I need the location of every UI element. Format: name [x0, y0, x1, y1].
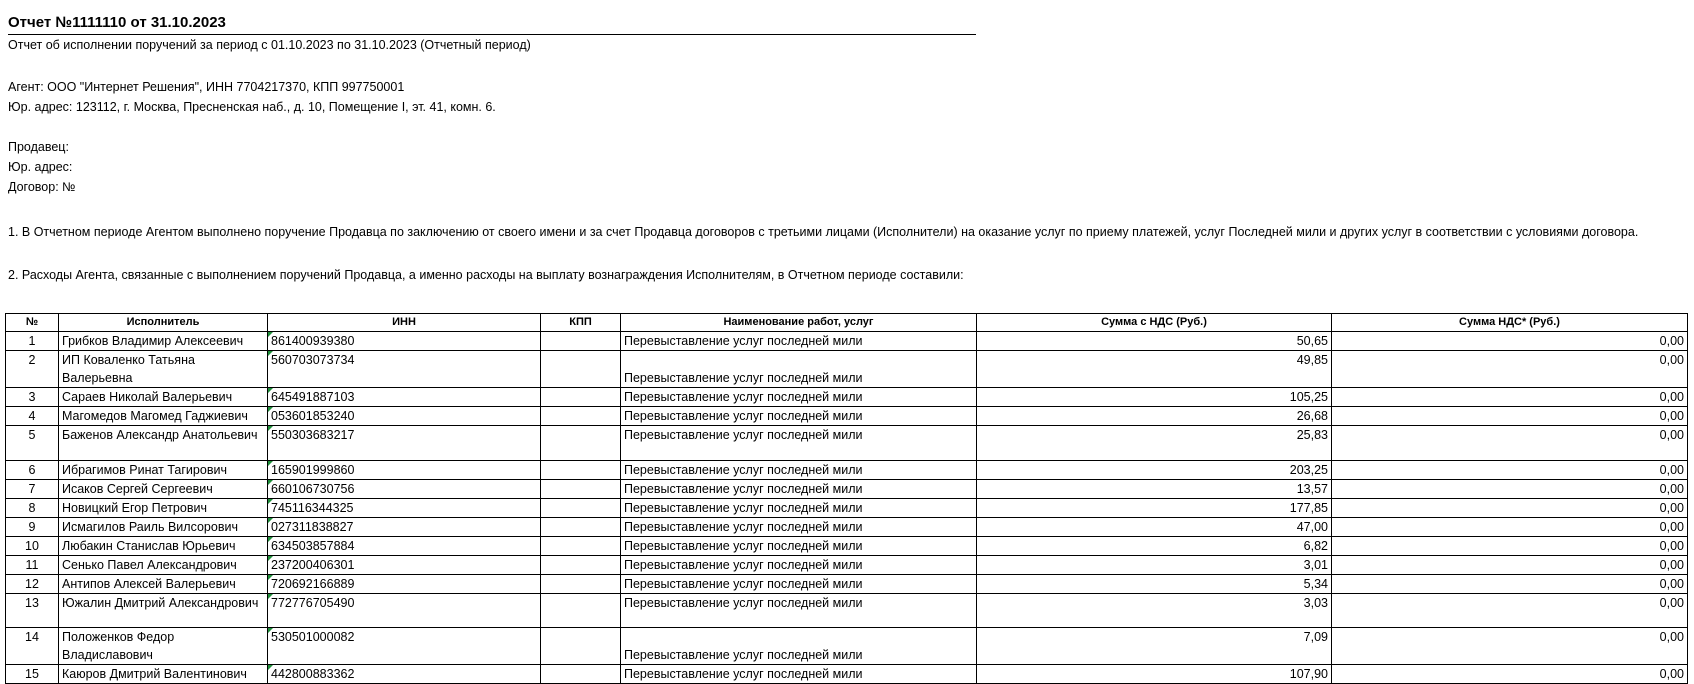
executors-table — [5, 313, 1688, 684]
row-executor: Сенько Павел Александрович — [59, 556, 268, 575]
row-num: 5 — [6, 426, 59, 461]
row-kpp — [541, 594, 621, 628]
row-inn — [268, 388, 541, 407]
row-num: 4 — [6, 407, 59, 426]
row-sum-vat: 3,01 — [977, 556, 1332, 575]
row-kpp — [541, 388, 621, 407]
row-num: 14 — [6, 628, 59, 665]
row-num: 7 — [6, 480, 59, 499]
inn-value: 772776705490 — [271, 596, 355, 610]
row-sum-vat: 177,85 — [977, 499, 1332, 518]
cell-indicator-icon — [268, 628, 273, 633]
paragraph-1: 1. В Отчетном периоде Агентом выполнено поручение Продавца по заключению от своего имени и за счет Продавца договоров с третьими лицами (Исполнители) на оказание услуг по приему платежей, услуг Последней мили и других услуг в соответствии с условиями договора. — [8, 225, 1639, 239]
header-service: Наименование работ, услуг — [621, 314, 977, 332]
row-sum-vat: 107,90 — [977, 665, 1332, 684]
row-vat: 0,00 — [1332, 537, 1688, 556]
row-inn — [268, 480, 541, 499]
row-vat: 0,00 — [1332, 388, 1688, 407]
table-row — [6, 426, 1688, 461]
row-kpp — [541, 332, 621, 351]
row-vat: 0,00 — [1332, 665, 1688, 684]
row-kpp — [541, 499, 621, 518]
header-vat: Сумма НДС* (Руб.) — [1332, 314, 1688, 332]
row-sum-vat: 203,25 — [977, 461, 1332, 480]
row-executor: Ибрагимов Ринат Тагирович — [59, 461, 268, 480]
row-service: Перевыставление услуг последней мили — [621, 388, 977, 407]
cell-indicator-icon — [268, 665, 273, 670]
row-vat: 0,00 — [1332, 351, 1688, 388]
row-service: Перевыставление услуг последней мили — [621, 480, 977, 499]
header-kpp: КПП — [541, 314, 621, 332]
row-service: Перевыставление услуг последней мили — [621, 537, 977, 556]
row-vat: 0,00 — [1332, 407, 1688, 426]
report-subtitle: Отчет об исполнении поручений за период с 01.10.2023 по 31.10.2023 (Отчетный период) — [8, 38, 531, 52]
inn-value: 027311838827 — [271, 520, 354, 534]
inn-value: 237200406301 — [271, 558, 355, 572]
row-executor: Баженов Александр Анатольевич — [59, 426, 268, 461]
seller-address-label: Юр. адрес: — [8, 160, 73, 174]
row-inn — [268, 407, 541, 426]
header-num: № — [6, 314, 59, 332]
row-vat: 0,00 — [1332, 628, 1688, 665]
row-inn — [268, 537, 541, 556]
table-row — [6, 518, 1688, 537]
row-num: 15 — [6, 665, 59, 684]
row-executor: Исаков Сергей Сергеевич — [59, 480, 268, 499]
table-row — [6, 556, 1688, 575]
row-vat: 0,00 — [1332, 594, 1688, 628]
cell-indicator-icon — [268, 518, 273, 523]
table-row — [6, 537, 1688, 556]
row-service: Перевыставление услуг последней мили — [621, 426, 977, 461]
row-num: 12 — [6, 575, 59, 594]
table-row — [6, 351, 1688, 388]
agent-address: Юр. адрес: 123112, г. Москва, Пресненская наб., д. 10, Помещение I, эт. 41, комн. 6. — [8, 100, 496, 114]
row-kpp — [541, 665, 621, 684]
row-inn — [268, 628, 541, 665]
inn-value: 861400939380 — [271, 334, 355, 348]
table-row — [6, 665, 1688, 684]
row-executor: Сараев Николай Валерьевич — [59, 388, 268, 407]
inn-value: 645491887103 — [271, 390, 355, 404]
cell-indicator-icon — [268, 594, 273, 599]
row-num: 3 — [6, 388, 59, 407]
row-executor: Южалин Дмитрий Александрович — [59, 594, 268, 628]
row-executor: Исмагилов Раиль Вилсорович — [59, 518, 268, 537]
cell-indicator-icon — [268, 480, 273, 485]
row-num: 9 — [6, 518, 59, 537]
row-service: Перевыставление услуг последней мили — [621, 575, 977, 594]
header-sum-vat: Сумма с НДС (Руб.) — [977, 314, 1332, 332]
header-executor: Исполнитель — [59, 314, 268, 332]
row-executor: ИП Коваленко Татьяна Валерьевна — [59, 351, 268, 388]
row-kpp — [541, 480, 621, 499]
row-inn — [268, 665, 541, 684]
cell-indicator-icon — [268, 407, 273, 412]
table-row — [6, 461, 1688, 480]
inn-value: 530501000082 — [271, 630, 355, 644]
inn-value: 053601853240 — [271, 409, 355, 423]
cell-indicator-icon — [268, 499, 273, 504]
table-row — [6, 407, 1688, 426]
cell-indicator-icon — [268, 556, 273, 561]
row-executor: Антипов Алексей Валерьевич — [59, 575, 268, 594]
row-sum-vat: 6,82 — [977, 537, 1332, 556]
row-vat: 0,00 — [1332, 556, 1688, 575]
row-kpp — [541, 351, 621, 388]
row-inn — [268, 332, 541, 351]
cell-indicator-icon — [268, 332, 273, 337]
row-kpp — [541, 628, 621, 665]
cell-indicator-icon — [268, 575, 273, 580]
table-row — [6, 499, 1688, 518]
table-row — [6, 594, 1688, 628]
row-service: Перевыставление услуг последней мили — [621, 499, 977, 518]
row-sum-vat: 49,85 — [977, 351, 1332, 388]
table-row — [6, 628, 1688, 665]
row-num: 11 — [6, 556, 59, 575]
cell-indicator-icon — [268, 426, 273, 431]
row-executor: Положенков Федор Владиславович — [59, 628, 268, 665]
row-executor: Новицкий Егор Петрович — [59, 499, 268, 518]
table-row — [6, 575, 1688, 594]
row-inn — [268, 518, 541, 537]
inn-value: 442800883362 — [271, 667, 355, 681]
row-executor: Магомедов Магомед Гаджиевич — [59, 407, 268, 426]
report-title: Отчет №1111110 от 31.10.2023 — [8, 14, 976, 35]
header-inn: ИНН — [268, 314, 541, 332]
row-kpp — [541, 518, 621, 537]
row-vat: 0,00 — [1332, 575, 1688, 594]
row-service: Перевыставление услуг последней мили — [621, 518, 977, 537]
row-num: 1 — [6, 332, 59, 351]
row-vat: 0,00 — [1332, 499, 1688, 518]
row-kpp — [541, 575, 621, 594]
row-sum-vat: 26,68 — [977, 407, 1332, 426]
row-num: 8 — [6, 499, 59, 518]
row-executor: Каюров Дмитрий Валентинович — [59, 665, 268, 684]
row-kpp — [541, 407, 621, 426]
row-sum-vat: 13,57 — [977, 480, 1332, 499]
cell-indicator-icon — [268, 461, 273, 466]
cell-indicator-icon — [268, 388, 273, 393]
table-row — [6, 332, 1688, 351]
row-vat: 0,00 — [1332, 480, 1688, 499]
row-vat: 0,00 — [1332, 426, 1688, 461]
row-inn — [268, 594, 541, 628]
inn-value: 165901999860 — [271, 463, 355, 477]
row-sum-vat: 7,09 — [977, 628, 1332, 665]
row-num: 10 — [6, 537, 59, 556]
row-kpp — [541, 537, 621, 556]
row-service: Перевыставление услуг последней мили — [621, 556, 977, 575]
row-inn — [268, 575, 541, 594]
row-inn — [268, 351, 541, 388]
row-service: Перевыставление услуг последней мили — [621, 407, 977, 426]
inn-value: 550303683217 — [271, 428, 355, 442]
row-inn — [268, 426, 541, 461]
row-inn — [268, 499, 541, 518]
inn-value: 560703073734 — [271, 353, 355, 367]
row-service: Перевыставление услуг последней мили — [621, 351, 977, 388]
inn-value: 634503857884 — [271, 539, 355, 553]
seller-label: Продавец: — [8, 140, 69, 154]
row-kpp — [541, 461, 621, 480]
paragraph-2: 2. Расходы Агента, связанные с выполнением поручений Продавца, а именно расходы на выплату вознаграждения Исполнителям, в Отчетном периоде составили: — [8, 268, 964, 282]
row-service: Перевыставление услуг последней мили — [621, 628, 977, 665]
row-num: 6 — [6, 461, 59, 480]
row-sum-vat: 50,65 — [977, 332, 1332, 351]
agent-line: Агент: ООО "Интернет Решения", ИНН 7704217370, КПП 997750001 — [8, 80, 405, 94]
row-inn — [268, 461, 541, 480]
row-executor: Грибков Владимир Алексеевич — [59, 332, 268, 351]
row-vat: 0,00 — [1332, 461, 1688, 480]
row-service: Перевыставление услуг последней мили — [621, 665, 977, 684]
row-kpp — [541, 426, 621, 461]
row-service: Перевыставление услуг последней мили — [621, 461, 977, 480]
inn-value: 745116344325 — [271, 501, 354, 515]
table-header-row — [6, 314, 1688, 332]
row-vat: 0,00 — [1332, 332, 1688, 351]
table-row — [6, 388, 1688, 407]
row-num: 13 — [6, 594, 59, 628]
cell-indicator-icon — [268, 537, 273, 542]
inn-value: 720692166889 — [271, 577, 355, 591]
row-num: 2 — [6, 351, 59, 388]
row-sum-vat: 47,00 — [977, 518, 1332, 537]
row-sum-vat: 25,83 — [977, 426, 1332, 461]
row-executor: Любакин Станислав Юрьевич — [59, 537, 268, 556]
inn-value: 660106730756 — [271, 482, 355, 496]
row-vat: 0,00 — [1332, 518, 1688, 537]
cell-indicator-icon — [268, 351, 273, 356]
row-sum-vat: 105,25 — [977, 388, 1332, 407]
row-service: Перевыставление услуг последней мили — [621, 594, 977, 628]
row-kpp — [541, 556, 621, 575]
contract-label: Договор: № — [8, 180, 76, 194]
row-service: Перевыставление услуг последней мили — [621, 332, 977, 351]
row-sum-vat: 5,34 — [977, 575, 1332, 594]
table-row — [6, 480, 1688, 499]
row-sum-vat: 3,03 — [977, 594, 1332, 628]
row-inn — [268, 556, 541, 575]
